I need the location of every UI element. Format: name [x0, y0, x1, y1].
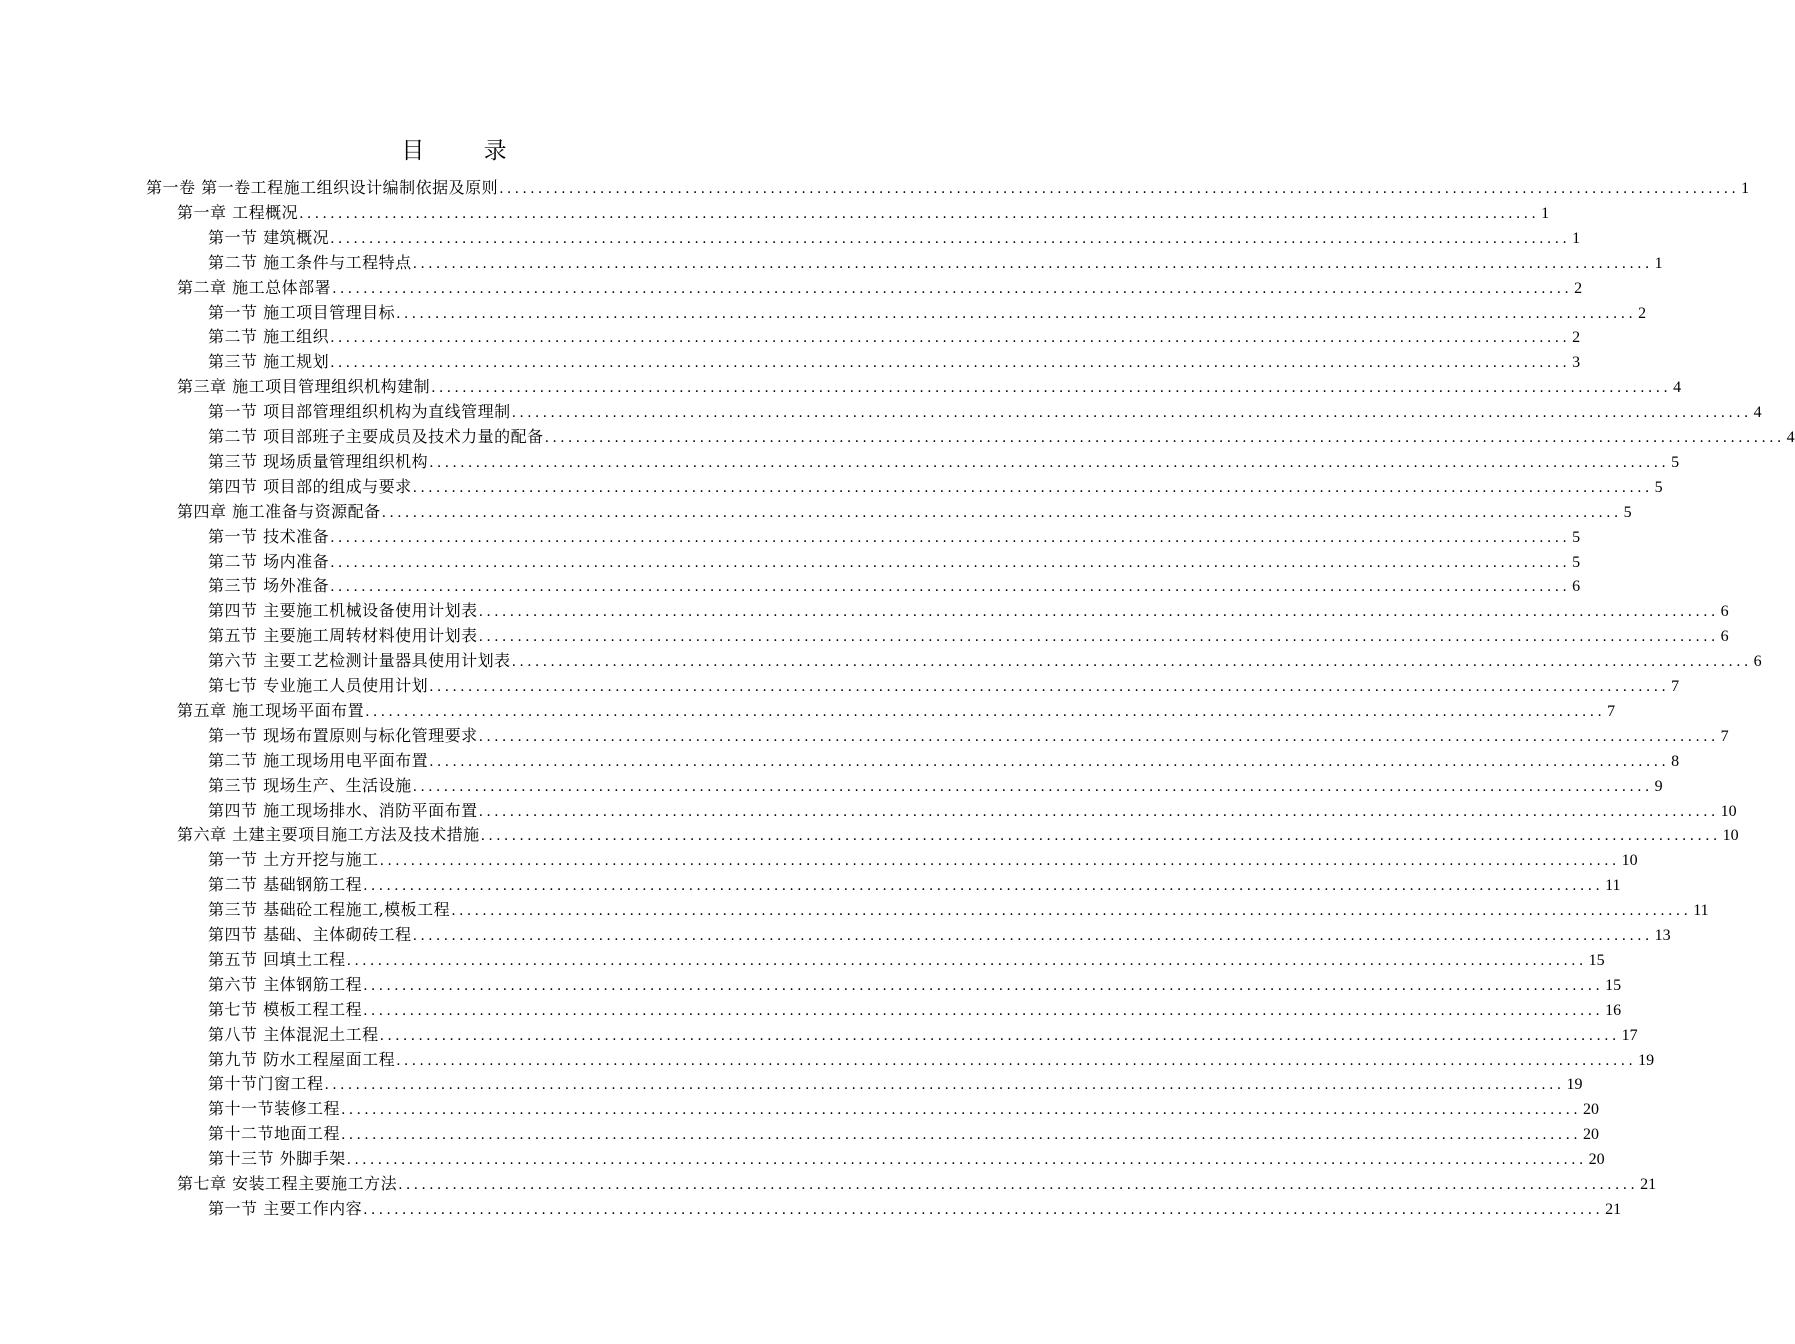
toc-page-number: 7	[1607, 702, 1616, 720]
toc-entry-label: 第二节 场内准备	[208, 551, 330, 571]
toc-entry[interactable]	[208, 948, 1605, 972]
toc-page-number: 13	[1654, 927, 1671, 944]
toc-page-number: 6	[1720, 603, 1729, 621]
toc-entry[interactable]	[208, 325, 1581, 349]
toc-leader-dots: ................................................................................................................................................................	[381, 504, 1622, 521]
toc-page-number: 1	[1541, 204, 1550, 222]
toc-entry-label: 第四节 施工现场排水、消防平面布置	[208, 800, 478, 820]
toc-entry-label: 第五节 主要施工周转材料使用计划表	[208, 626, 478, 646]
toc-entry-label: 第二节 施工条件与工程特点	[208, 252, 412, 272]
toc-leader-dots: ................................................................................................................................................................	[398, 1177, 1639, 1193]
toc-page-number: 3	[1572, 354, 1581, 372]
toc-leader-dots: ................................................................................................................................................................	[429, 454, 1670, 471]
toc-leader-dots: ................................................................................................................................................................	[330, 529, 1571, 546]
toc-entry[interactable]	[208, 973, 1622, 997]
toc-page-number: 8	[1671, 752, 1680, 770]
toc-entry-label: 第十节门窗工程	[208, 1074, 324, 1094]
toc-entry-label: 第六节 主体钢筋工程	[208, 974, 363, 994]
toc-page-number: 11	[1605, 877, 1621, 895]
toc-entry-label: 第一节 技术准备	[208, 526, 330, 546]
toc-entry-label: 第二章 施工总体部署	[177, 277, 332, 297]
toc-leader-dots: ................................................................................................................................................................	[480, 828, 1721, 845]
toc-page-number: 10	[1720, 802, 1737, 820]
toc-entry[interactable]	[208, 574, 1581, 598]
toc-entry-label: 第一节 现场布置原则与标化管理要求	[208, 725, 478, 745]
toc-page-number: 21	[1640, 1176, 1657, 1193]
toc-leader-dots: ................................................................................................................................................................	[412, 255, 1653, 272]
toc-leader-dots: ................................................................................................................................................................	[330, 230, 1571, 247]
toc-entry-label: 第三节 施工规划	[208, 352, 330, 372]
toc-leader-dots: ................................................................................................................................................................	[363, 977, 1604, 994]
toc-leader-dots: ................................................................................................................................................................	[346, 1152, 1587, 1169]
toc-entry-label: 第六章 土建主要项目施工方法及技术措施	[177, 825, 480, 845]
toc-entry-label: 第三节 基础砼工程施工,模板工程	[208, 900, 451, 920]
toc-leader-dots: ................................................................................................................................................................	[346, 952, 1587, 969]
toc-entry-label: 第一章 工程概况	[177, 202, 299, 222]
toc-entry-label: 第九节 防水工程屋面工程	[208, 1049, 396, 1069]
toc-entry-label: 第二节 项目部班子主要成员及技术力量的配备	[208, 427, 544, 446]
toc-page-number: 2	[1572, 329, 1581, 347]
toc-entry-label: 第四节 基础、主体砌砖工程	[208, 925, 412, 944]
toc-page-number: 20	[1588, 1151, 1605, 1169]
toc-entry[interactable]	[208, 251, 1663, 275]
toc-entry[interactable]	[208, 475, 1663, 499]
toc-page-number: 7	[1671, 678, 1680, 695]
toc-entry[interactable]	[208, 799, 1737, 823]
toc-page-number: 5	[1654, 478, 1663, 496]
toc-entry[interactable]	[208, 749, 1680, 773]
toc-entry[interactable]	[208, 1023, 1638, 1047]
toc-page-number: 5	[1572, 553, 1581, 571]
toc-page-number: 1	[1654, 254, 1663, 272]
toc-page-number: 21	[1605, 1200, 1622, 1218]
toc-page-number: 2	[1574, 279, 1583, 297]
toc-leader-dots: ................................................................................................................................................................	[412, 479, 1653, 496]
toc-leader-dots: ................................................................................................................................................................	[544, 430, 1785, 446]
page-title: 目 录	[401, 138, 533, 164]
toc-entry[interactable]	[146, 176, 1750, 200]
toc-entry[interactable]	[208, 724, 1729, 748]
toc-entry[interactable]	[208, 350, 1581, 374]
toc-entry-label: 第四节 主要施工机械设备使用计划表	[208, 601, 478, 621]
toc-entry-label: 第七节 模板工程工程	[208, 999, 363, 1019]
toc-page-number: 7	[1720, 727, 1729, 745]
toc-entry-label: 第三节 场外准备	[208, 576, 330, 596]
toc-entry[interactable]	[208, 649, 1762, 673]
toc-entry[interactable]	[177, 699, 1616, 723]
toc-entry[interactable]	[208, 1147, 1605, 1171]
toc-page-number: 20	[1583, 1101, 1600, 1119]
toc-entry[interactable]	[208, 674, 1680, 698]
toc-page-number: 4	[1753, 404, 1762, 422]
toc-entry[interactable]	[208, 1097, 1600, 1121]
toc-entry-label: 第七节 专业施工人员使用计划	[208, 676, 429, 695]
toc-page-number: 4	[1786, 429, 1795, 446]
toc-leader-dots: ................................................................................................................................................................	[412, 928, 1653, 944]
toc-leader-dots: ................................................................................................................................................................	[478, 604, 1719, 621]
toc-leader-dots: ................................................................................................................................................................	[363, 1201, 1604, 1218]
toc-entry[interactable]	[208, 923, 1671, 947]
toc-leader-dots: ................................................................................................................................................................	[431, 380, 1672, 397]
toc-entry-label: 第一节 项目部管理组织机构为直线管理制	[208, 402, 511, 422]
toc-leader-dots: ................................................................................................................................................................	[341, 1127, 1582, 1144]
toc-entry[interactable]	[208, 898, 1709, 922]
toc-entry-label: 第十三节 外脚手架	[208, 1149, 346, 1169]
toc-leader-dots: ................................................................................................................................................................	[511, 654, 1752, 671]
toc-entry-label: 第一节 建筑概况	[208, 227, 330, 247]
toc-page-number: 5	[1623, 503, 1632, 521]
toc-leader-dots: ................................................................................................................................................................	[330, 579, 1571, 596]
toc-entry-label: 第七章 安装工程主要施工方法	[177, 1174, 398, 1193]
toc-entry[interactable]	[208, 226, 1581, 250]
toc-leader-dots: ................................................................................................................................................................	[396, 305, 1637, 322]
toc-entry[interactable]	[208, 1122, 1600, 1146]
toc-entry-label: 第二节 施工组织	[208, 327, 330, 347]
toc-leader-dots: ................................................................................................................................................................	[478, 803, 1719, 820]
toc-entry[interactable]	[208, 1197, 1622, 1221]
toc-entry-label: 第一节 施工项目管理目标	[208, 302, 396, 322]
toc-leader-dots: ................................................................................................................................................................	[341, 1102, 1582, 1119]
toc-page-number: 16	[1605, 1001, 1622, 1019]
toc-leader-dots: ................................................................................................................................................................	[363, 878, 1604, 895]
toc-leader-dots: ................................................................................................................................................................	[330, 554, 1571, 571]
toc-leader-dots: ................................................................................................................................................................	[330, 355, 1571, 372]
toc-leader-dots: ................................................................................................................................................................	[478, 629, 1719, 646]
toc-entry-label: 第五章 施工现场平面布置	[177, 700, 365, 720]
toc-entry[interactable]	[208, 1048, 1655, 1072]
toc-leader-dots: ................................................................................................................................................................	[299, 205, 1540, 222]
toc-page-number: 1	[1741, 180, 1750, 197]
toc-leader-dots: ................................................................................................................................................................	[324, 1077, 1565, 1094]
toc-leader-dots: ................................................................................................................................................................	[429, 679, 1670, 695]
toc-entry[interactable]	[208, 848, 1638, 872]
toc-leader-dots: ................................................................................................................................................................	[499, 181, 1740, 197]
toc-entry[interactable]	[208, 998, 1622, 1022]
toc-page-number: 19	[1638, 1051, 1655, 1069]
toc-entry[interactable]	[177, 1172, 1657, 1196]
toc-page-number: 19	[1566, 1076, 1583, 1094]
toc-page-number: 4	[1673, 379, 1682, 397]
toc-page-number: 9	[1654, 777, 1663, 795]
toc-entry[interactable]	[208, 774, 1663, 798]
toc-leader-dots: ................................................................................................................................................................	[396, 1052, 1637, 1069]
toc-page-number: 1	[1572, 229, 1581, 247]
toc-page-number: 6	[1572, 578, 1581, 596]
toc-entry[interactable]	[177, 500, 1632, 524]
toc-page-number: 17	[1621, 1026, 1638, 1044]
toc-leader-dots: ................................................................................................................................................................	[330, 330, 1571, 347]
toc-page-number: 11	[1693, 902, 1709, 920]
toc-leader-dots: ................................................................................................................................................................	[511, 405, 1752, 422]
toc-entry[interactable]	[177, 276, 1583, 300]
toc-leader-dots: ................................................................................................................................................................	[478, 728, 1719, 745]
toc-entry[interactable]	[208, 525, 1581, 549]
toc-leader-dots: ................................................................................................................................................................	[363, 1002, 1604, 1019]
toc-entry-label: 第三节 现场生产、生活设施	[208, 775, 412, 795]
toc-entry-label: 第四节 项目部的组成与要求	[208, 476, 412, 496]
toc-leader-dots: ................................................................................................................................................................	[412, 778, 1653, 795]
toc-entry-label: 第一节 土方开挖与施工	[208, 850, 379, 870]
toc-leader-dots: ................................................................................................................................................................	[451, 903, 1692, 920]
toc-entry-label: 第十一节装修工程	[208, 1099, 341, 1119]
toc-page-number: 5	[1671, 453, 1680, 471]
toc-entry-label: 第三章 施工项目管理组织机构建制	[177, 377, 431, 397]
toc-entry-label: 第十二节地面工程	[208, 1124, 341, 1144]
toc-entry-label: 第二节 施工现场用电平面布置	[208, 750, 429, 770]
toc-entry[interactable]	[208, 1072, 1583, 1096]
toc-leader-dots: ................................................................................................................................................................	[379, 853, 1620, 870]
toc-entry-label: 第六节 主要工艺检测计量器具使用计划表	[208, 651, 511, 671]
toc-entry-label: 第三节 现场质量管理组织机构	[208, 451, 429, 471]
toc-leader-dots: ................................................................................................................................................................	[365, 703, 1606, 720]
toc-entry[interactable]	[208, 873, 1621, 897]
toc-entry[interactable]	[208, 624, 1729, 648]
toc-page-number: 10	[1621, 852, 1638, 870]
toc-entry-label: 第四章 施工准备与资源配备	[177, 501, 381, 521]
toc-entry[interactable]	[208, 400, 1762, 424]
toc-entry[interactable]	[208, 599, 1729, 623]
toc-leader-dots: ................................................................................................................................................................	[332, 280, 1573, 297]
toc-leader-dots: ................................................................................................................................................................	[429, 753, 1670, 770]
toc-entry[interactable]	[208, 450, 1680, 474]
toc-entry[interactable]	[208, 550, 1581, 574]
toc-entry[interactable]	[208, 301, 1647, 325]
toc-page-number: 6	[1720, 628, 1729, 646]
toc-entry-label: 第一卷 第一卷工程施工组织设计编制依据及原则	[146, 178, 499, 197]
toc-page-number: 2	[1638, 304, 1647, 322]
toc-entry[interactable]	[177, 375, 1682, 399]
toc-entry-label: 第一节 主要工作内容	[208, 1198, 363, 1218]
toc-entry-label: 第二节 基础钢筋工程	[208, 875, 363, 895]
toc-entry[interactable]	[177, 823, 1739, 847]
toc-entry[interactable]	[208, 425, 1795, 449]
toc-page-number: 10	[1722, 827, 1739, 845]
toc-entry-label: 第八节 主体混泥土工程	[208, 1024, 379, 1044]
toc-page-number: 5	[1572, 528, 1581, 546]
toc-entry-label: 第五节 回填土工程	[208, 949, 346, 969]
toc-page-number: 15	[1588, 951, 1605, 969]
toc-page-number: 6	[1753, 653, 1762, 671]
toc-page-number: 20	[1583, 1126, 1600, 1144]
toc-page-number: 15	[1605, 976, 1622, 994]
toc-leader-dots: ................................................................................................................................................................	[379, 1027, 1620, 1044]
toc-entry[interactable]	[177, 201, 1550, 225]
